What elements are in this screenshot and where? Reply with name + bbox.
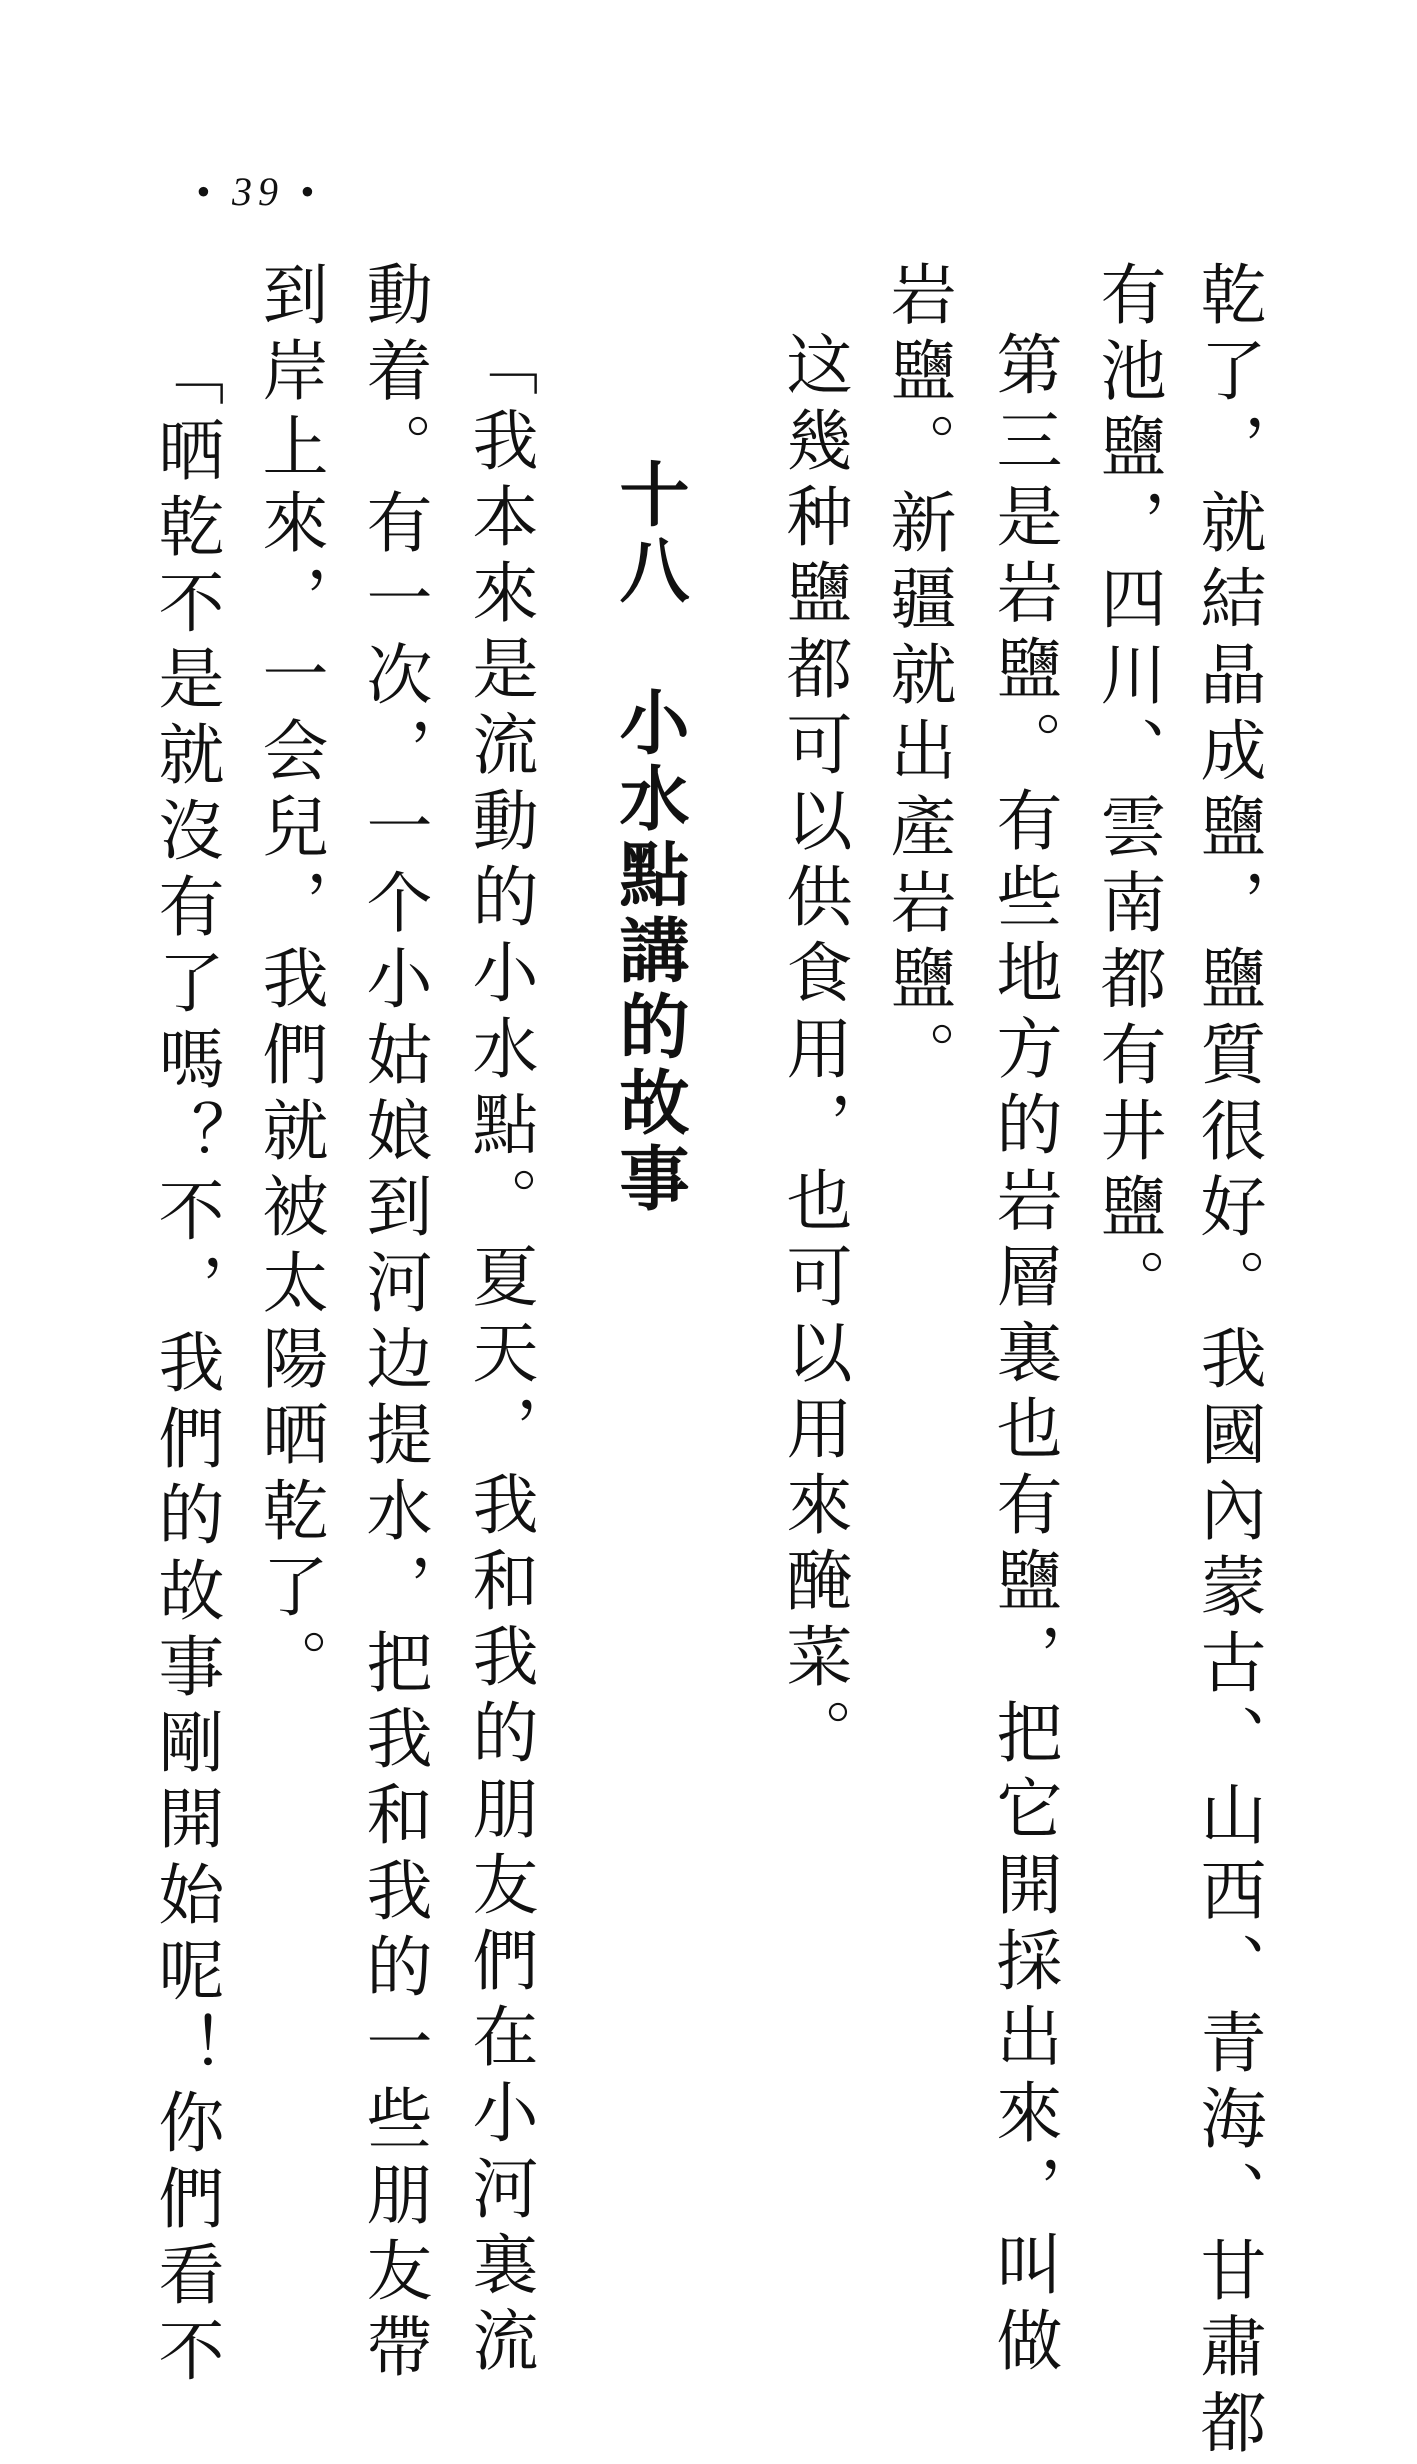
text-column-7: 動着。有一次，一个小姑娘到河边提水，把我和我的一些朋友帶: [355, 260, 432, 2388]
section-heading: 十八 小水點講的故事: [608, 458, 691, 1218]
text-column-2: 有池鹽，四川、雲南都有井鹽。: [1089, 260, 1166, 1324]
text-column-9: 「晒乾不是就沒有了嗎？不，我們的故事剛開始呢！你們看不: [147, 340, 224, 2392]
text-column-4: 岩鹽。新疆就出產岩鹽。: [879, 260, 956, 1096]
page-number: • 39 •: [196, 169, 321, 214]
text-column-1: 乾了，就結晶成鹽，鹽質很好。我國內蒙古、山西、青海、甘肅都: [1189, 260, 1266, 2464]
text-column-5: 这幾种鹽都可以供食用，也可以用來醃菜。: [775, 330, 852, 1774]
text-column-8: 到岸上來，一会兒，我們就被太陽晒乾了。: [251, 260, 328, 1704]
text-column-3: 第三是岩鹽。有些地方的岩層裏也有鹽，把它開採出來，叫做: [985, 330, 1062, 2382]
text-column-6: 「我本來是流動的小水點。夏天，我和我的朋友們在小河裏流: [461, 330, 538, 2382]
